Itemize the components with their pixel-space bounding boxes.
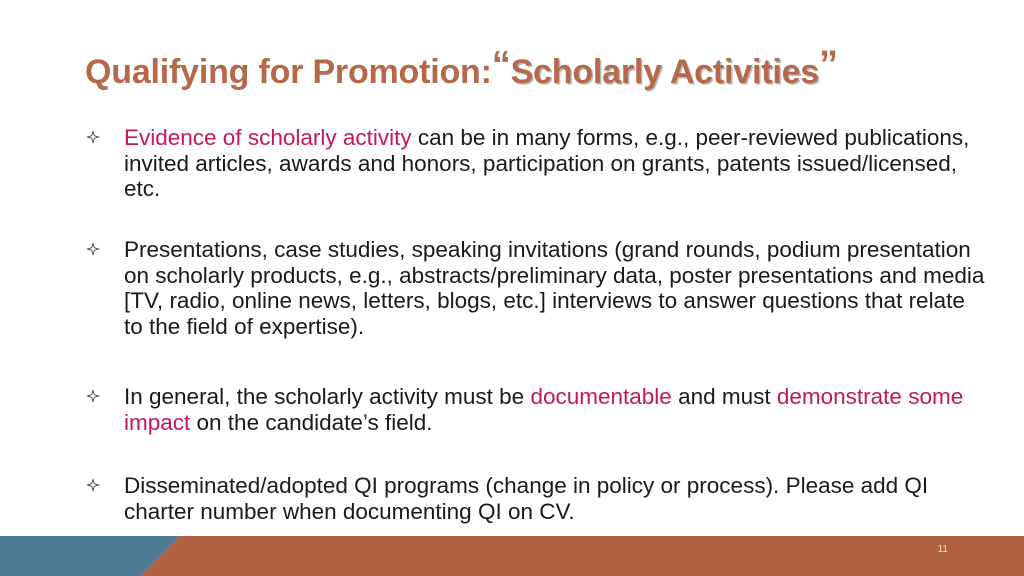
footer-brown-segment [140,536,1024,576]
title-main: Qualifying for Promotion: [85,53,492,91]
highlight-scholarly-activity: Evidence of scholarly activity [124,125,412,150]
diamond-bullet-icon [86,389,100,403]
bullet-text-3: In general, the scholarly activity must be documentable and must demonstrate some impact on the candidate’s field. [124,384,964,435]
bullet-item-4 [86,473,986,524]
bullet-item-2 [86,237,986,339]
highlight-demonstrate-impact: demonstrate some impact [124,384,964,435]
diamond-bullet-icon [86,242,100,256]
title-quote-close: ” [819,44,838,86]
title-quote-open: “ [491,44,511,86]
bullet-text-4: Disseminated/adopted QI programs (change in policy or process). Please add QI charter number when documenting QI on CV. [124,473,929,524]
title-emphasis: Scholarly Activities [510,53,820,91]
diamond-bullet-icon [86,130,100,144]
slide-title [85,44,838,92]
bullet-text-1: Evidence of scholarly activity can be in many forms, e.g., peer-reviewed publications, invited articles, awards and honors, participation on grants, patents issued/licensed, etc. [124,125,970,201]
diamond-bullet-icon [86,478,100,492]
bullet-item-3 [86,384,986,435]
footer-bar [0,536,1024,576]
page-number: 11 [937,544,948,555]
bullet-item-1 [86,125,986,202]
highlight-documentable: documentable [530,384,672,409]
bullet-text-2: Presentations, case studies, speaking invitations (grand rounds, podium presentation on scholarly products, e.g., abstracts/preliminary data, poster presentations and media [TV, radio, online news, letters, blogs, etc.] interviews to answer questions that relate to the field of expertise). [124,237,985,339]
